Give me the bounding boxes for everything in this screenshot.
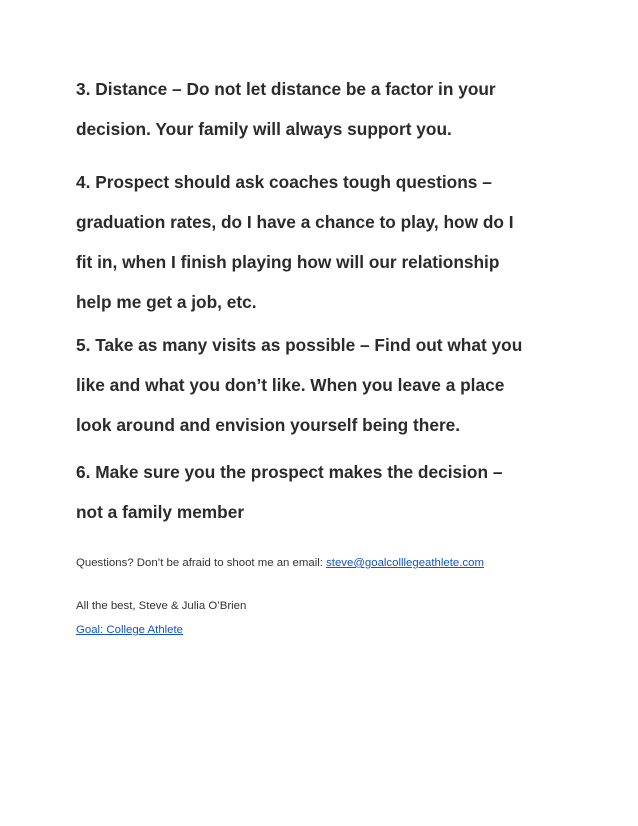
contact-text: Questions? Don’t be afraid to shoot me an email:: [76, 557, 327, 569]
tip-visits: [76, 325, 576, 445]
tip-line: not a family member: [76, 502, 245, 522]
tip-line: help me get a job, etc.: [76, 292, 257, 312]
tip-line: look around and envision yourself being there.: [76, 415, 461, 435]
contact-line: [76, 555, 484, 571]
email-link[interactable]: steve@goalcolllegeathlete.com: [326, 557, 484, 569]
tip-line: like and what you don’t like. When you leave a place: [76, 375, 505, 395]
tip-ask-questions: [76, 162, 576, 322]
goal-college-athlete-link[interactable]: Goal: College Athlete: [76, 624, 184, 636]
tip-line: fit in, when I finish playing how will our relationship: [76, 252, 500, 272]
tip-line: 6. Make sure you the prospect makes the decision –: [76, 462, 503, 482]
tip-distance: [76, 69, 576, 149]
signoff-text: All the best, Steve & Julia O’Brien: [76, 600, 247, 612]
tip-line: decision. Your family will always support you.: [76, 119, 452, 139]
tip-line: 5. Take as many visits as possible – Find out what you: [76, 335, 523, 355]
tip-line: 3. Distance – Do not let distance be a factor in your: [76, 79, 496, 99]
tip-line: 4. Prospect should ask coaches tough questions –: [76, 172, 492, 192]
signoff-link-line: [76, 622, 183, 638]
tip-line: graduation rates, do I have a chance to play, how do I: [76, 212, 514, 232]
tip-decision: [76, 452, 576, 532]
